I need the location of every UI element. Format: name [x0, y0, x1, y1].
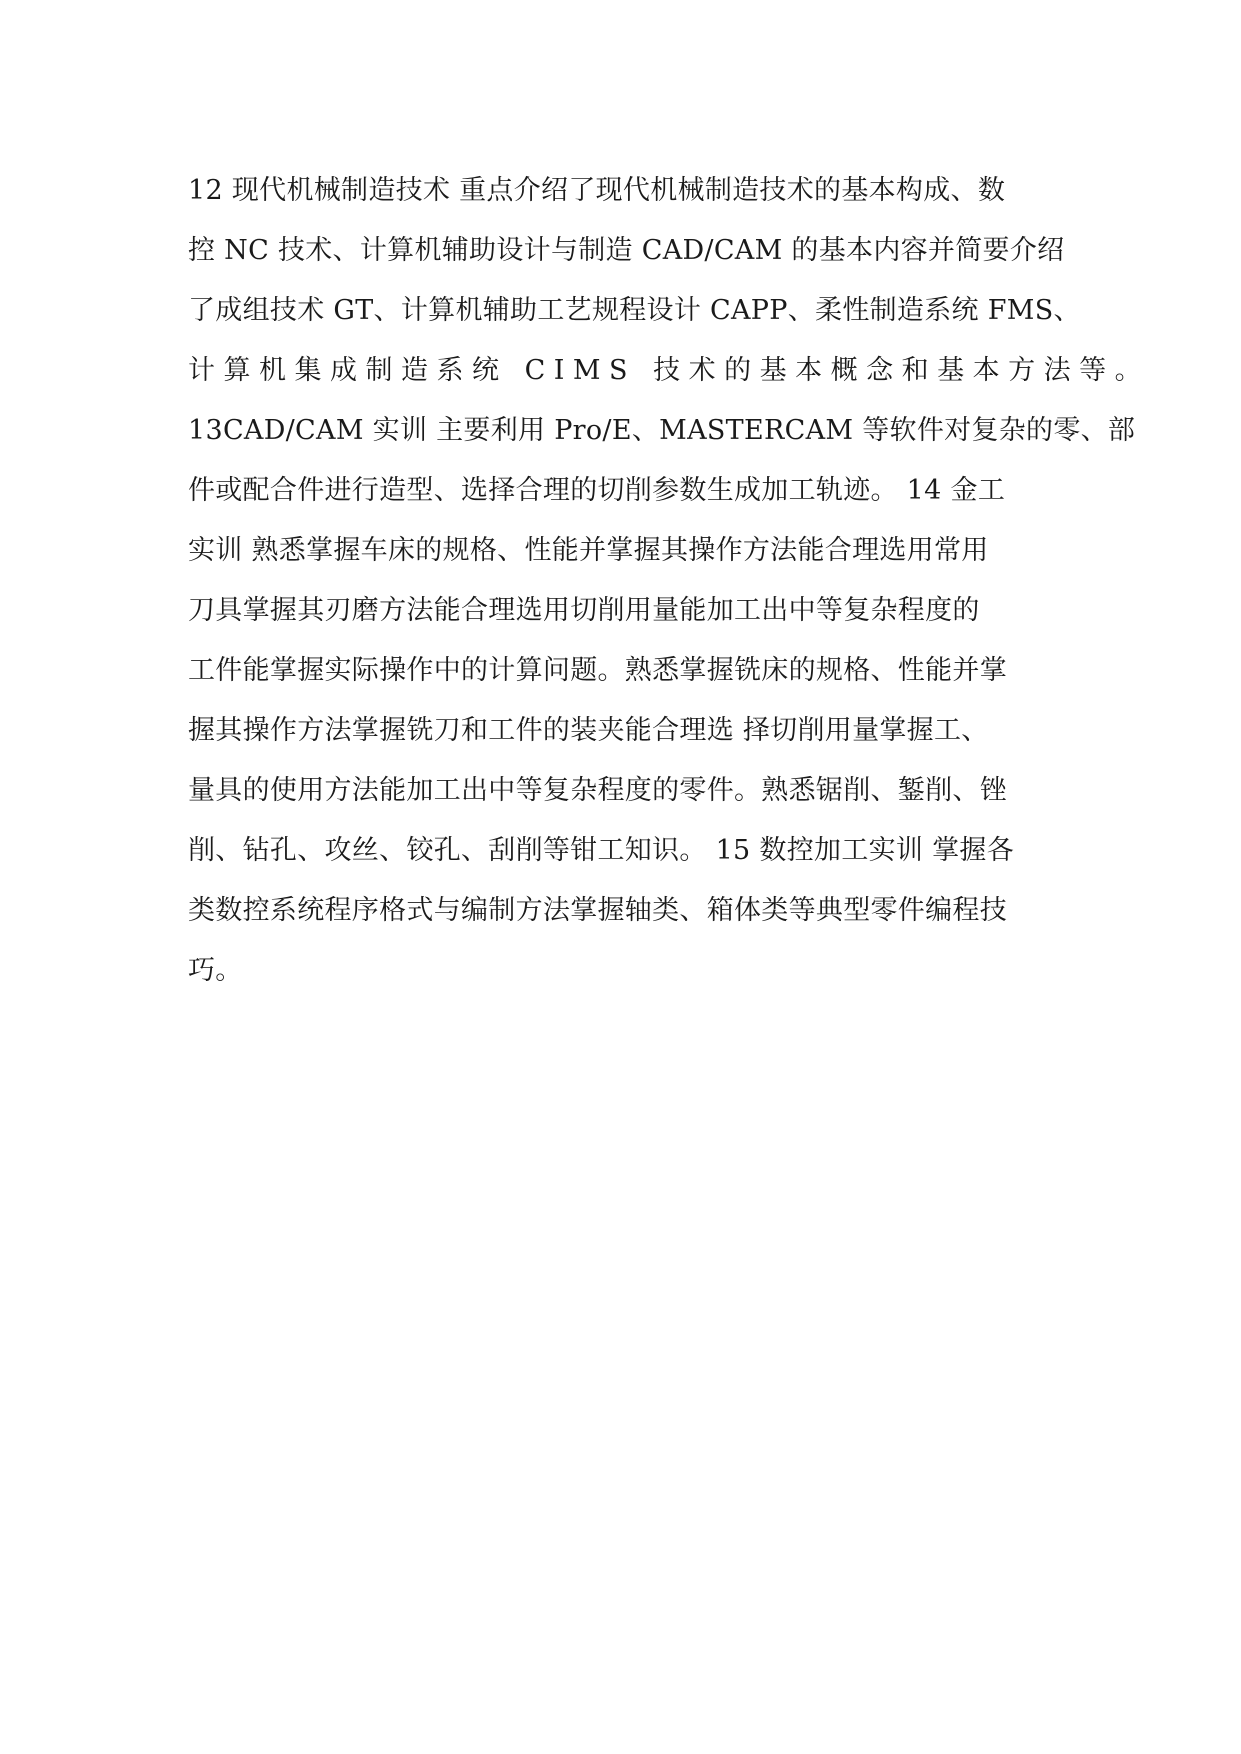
- text-line: 巧。: [188, 955, 243, 986]
- text-line: 握其操作方法掌握铣刀和工件的装夹能合理选 择切削用量掌握工、: [188, 715, 989, 746]
- text-line: 实训 熟悉掌握车床的规格、性能并掌握其操作方法能合理选用常用: [188, 535, 989, 566]
- text-line: 件或配合件进行造型、选择合理的切削参数生成加工轨迹。 14 金工: [188, 475, 1006, 506]
- text-line: 量具的使用方法能加工出中等复杂程度的零件。熟悉锯削、錾削、锉: [188, 775, 1007, 806]
- text-line: 了成组技术 GT、计算机辅助工艺规程设计 CAPP、柔性制造系统 FMS、: [188, 295, 1081, 326]
- body-text: [188, 161, 1151, 1001]
- text-line: 工件能掌握实际操作中的计算问题。熟悉掌握铣床的规格、性能并掌: [188, 655, 1007, 686]
- text-line: 刀具掌握其刃磨方法能合理选用切削用量能加工出中等复杂程度的: [188, 595, 980, 626]
- text-line: 削、钻孔、攻丝、铰孔、刮削等钳工知识。 15 数控加工实训 掌握各: [188, 835, 1015, 866]
- text-line: 控 NC 技术、计算机辅助设计与制造 CAD/CAM 的基本内容并简要介绍: [188, 235, 1065, 266]
- text-line: 计算机集成制造系统 CIMS 技术的基本概念和基本方法等。: [188, 355, 1151, 386]
- text-line: 13CAD/CAM 实训 主要利用 Pro/E、MASTERCAM 等软件对复杂的零、部: [188, 415, 1136, 446]
- text-line: 12 现代机械制造技术 重点介绍了现代机械制造技术的基本构成、数: [188, 175, 1006, 206]
- text-line: 类数控系统程序格式与编制方法掌握轴类、箱体类等典型零件编程技: [188, 895, 1007, 926]
